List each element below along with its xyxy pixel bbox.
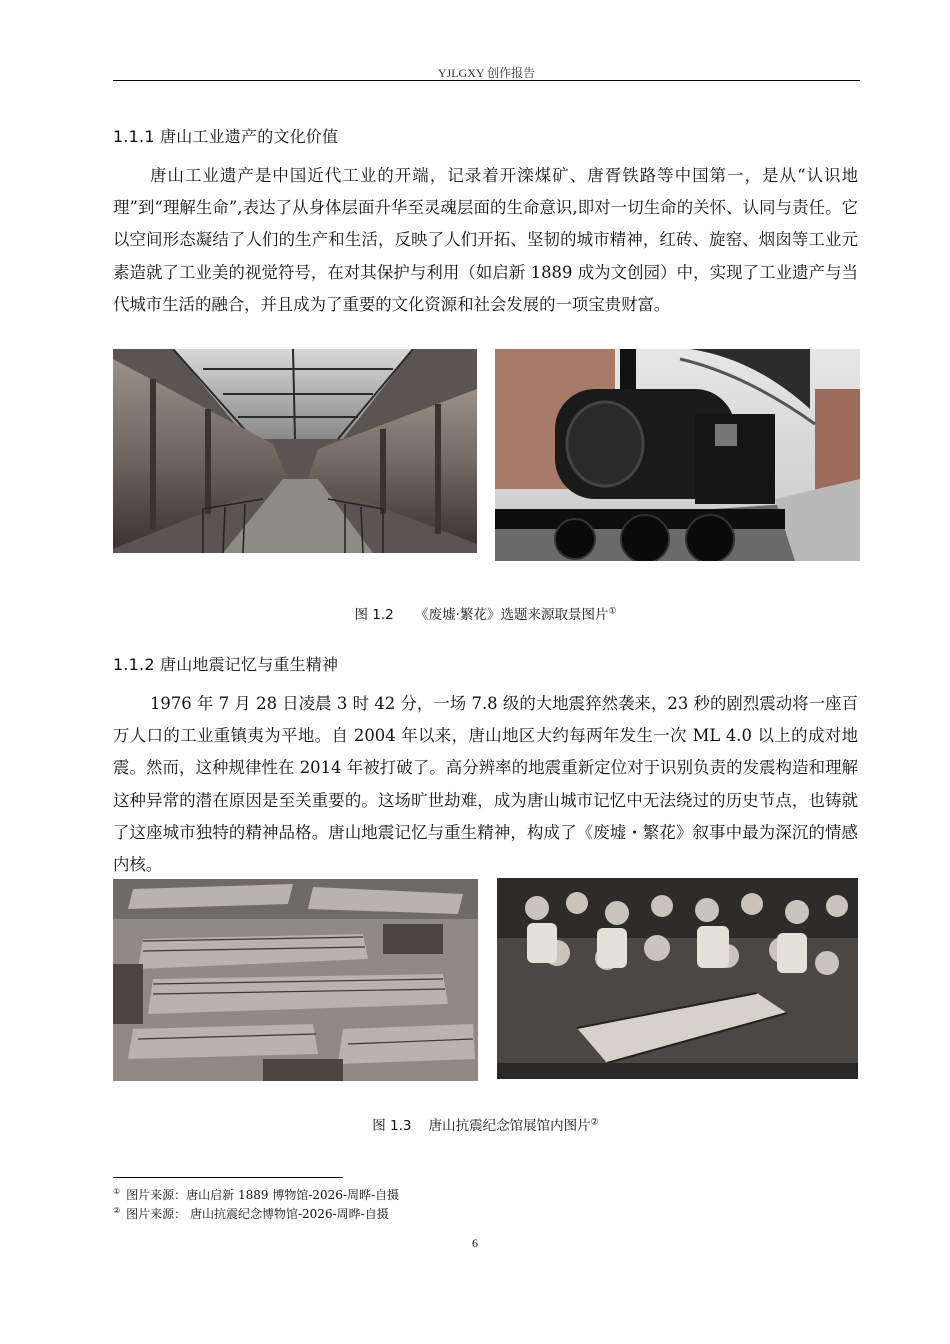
figure-title: 唐山抗震纪念馆展馆内图片 xyxy=(428,1118,591,1134)
section-heading-1-1-1: 1.1.1 唐山工业遗产的文化价值 xyxy=(113,127,339,146)
figure-label: 图 1.2 xyxy=(354,607,394,623)
section-heading-1-1-2: 1.1.2 唐山地震记忆与重生精神 xyxy=(113,655,339,674)
footnote-text: 图片来源：唐山启新 1889 博物馆-2026-周晔-自摄 xyxy=(126,1188,400,1202)
header-rule xyxy=(113,80,860,81)
steam-locomotive-photo xyxy=(495,349,860,561)
page-number: 6 xyxy=(472,1236,478,1250)
figure-caption-1-3 xyxy=(113,1114,858,1134)
footnote-mark: ② xyxy=(113,1206,121,1215)
running-header: YJLGXY 创作报告 xyxy=(437,66,536,80)
footnote-2 xyxy=(113,1205,389,1222)
footnote-text: 图片来源： 唐山抗震纪念博物馆-2026-周晔-自摄 xyxy=(126,1207,389,1221)
earthquake-ruins-aerial-photo xyxy=(113,879,478,1081)
footnote-1 xyxy=(113,1186,399,1203)
kiln-hall-photo xyxy=(113,349,477,553)
earthquake-rescue-crowd-photo xyxy=(497,878,858,1079)
figure-caption-1-2 xyxy=(113,603,858,623)
figure-title: 《废墟·繁花》选题来源取景图片 xyxy=(415,607,609,623)
section-paragraph-2: 1976 年 7 月 28 日凌晨 3 时 42 分，一场 7.8 级的大地震猝然袭来，23 秒的剧烈震动将一座百万人口的工业重镇夷为平地。自 2004 年以来，唐山地区大约每两年发生一次 ML 4.0 以上的成对地震。然而，这种规律性在 2014 年被打破了。高分辨率的地震重新定位对于识别负责的发震构造和理解这种异常的潜在原因是至关重要的。这场旷世劫难，成为唐山城市记忆中无法绕过的历史节点，也铸就了这座城市独特的精神品格。唐山地震记忆与重生精神，构成了《废墟・繁花》叙事中最为深沉的情感内核。 xyxy=(113,694,858,875)
footnote-separator xyxy=(113,1177,343,1178)
footnote-ref-2[interactable]: ② xyxy=(590,1117,599,1128)
section-paragraph-1: 唐山工业遗产是中国近代工业的开端，记录着开滦煤矿、唐胥铁路等中国第一，是从“认识地理”到“理解生命”,表达了从身体层面升华至灵魂层面的生命意识,即对一切生命的关怀、认同与责任。它以空间形态凝结了人们的生产和生活，反映了人们开拓、坚韧的城市精神，红砖、旋窑、烟囱等工业元素造就了工业美的视觉符号，在对其保护与利用（如启新 1889 成为文创园）中，实现了工业遗产与当代城市生活的融合，并且成为了重要的文化资源和社会发展的一项宝贵财富。 xyxy=(113,166,858,314)
footnote-mark: ① xyxy=(113,1187,121,1196)
figure-label: 图 1.3 xyxy=(372,1118,412,1134)
footnote-ref-1[interactable]: ① xyxy=(608,606,617,617)
